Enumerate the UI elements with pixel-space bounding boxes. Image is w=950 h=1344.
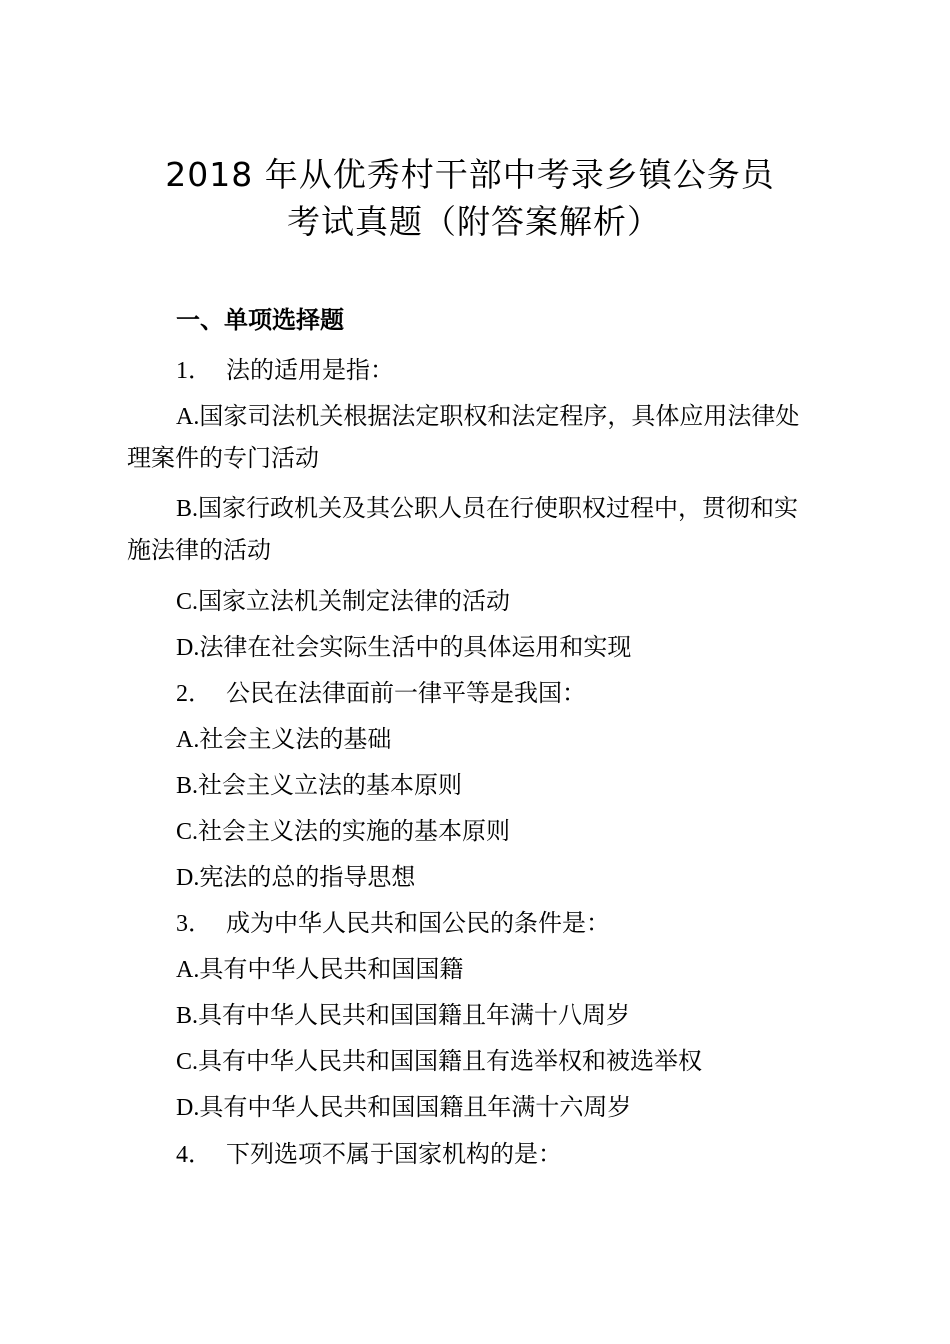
question-3-option-b <box>176 997 630 1034</box>
option-letter: A. <box>176 957 200 983</box>
option-letter: C. <box>176 589 199 615</box>
question-1-option-b-continuation: 施法律的活动 <box>127 536 271 564</box>
question-1-option-a <box>176 398 799 435</box>
question-2 <box>176 675 586 712</box>
question-3-option-c <box>176 1043 702 1080</box>
option-letter: B. <box>176 773 199 799</box>
option-text: 具有中华人民共和国国籍且年满十六周岁 <box>199 1093 632 1121</box>
option-text: 国家立法机关制定法律的活动 <box>198 587 511 615</box>
document-title-line-2: 考试真题（附答案解析） <box>287 202 661 241</box>
option-letter: D. <box>176 635 200 661</box>
question-1-option-d <box>176 629 631 666</box>
question-4 <box>176 1136 562 1173</box>
option-letter: C. <box>176 1049 199 1075</box>
option-text: 具有中华人民共和国国籍且有选举权和被选举权 <box>198 1047 703 1075</box>
option-text: 社会主义法的实施的基本原则 <box>198 817 511 845</box>
question-3-option-d <box>176 1089 631 1126</box>
option-text: 具有中华人民共和国国籍且年满十八周岁 <box>198 1001 631 1029</box>
question-2-option-a <box>176 721 391 758</box>
question-1-option-b <box>176 490 798 527</box>
question-2-option-c <box>176 813 510 850</box>
option-letter: A. <box>176 404 200 430</box>
option-letter: B. <box>176 1003 199 1029</box>
question-stem: 下列选项不属于国家机构的是： <box>226 1140 562 1168</box>
question-stem: 法的适用是指： <box>226 356 394 384</box>
question-1 <box>176 352 394 389</box>
option-text: 国家行政机关及其公职人员在行使职权过程中，贯彻和实 <box>198 494 799 522</box>
question-1-option-a-continuation: 理案件的专门活动 <box>127 444 319 472</box>
question-1-option-c <box>176 583 510 620</box>
option-text: 国家司法机关根据法定职权和法定程序，具体应用法律处 <box>199 402 800 430</box>
option-letter: B. <box>176 496 199 522</box>
option-text: 社会主义法的基础 <box>199 725 392 753</box>
option-text: 法律在社会实际生活中的具体运用和实现 <box>199 633 632 661</box>
option-text: 具有中华人民共和国国籍 <box>199 955 464 983</box>
question-number: 4． <box>176 1142 212 1168</box>
question-2-option-b <box>176 767 462 804</box>
question-number: 1． <box>176 358 212 384</box>
document-title-line-1: 2018 年从优秀村干部中考录乡镇公务员 <box>165 155 775 194</box>
option-letter: A. <box>176 727 200 753</box>
option-letter: D. <box>176 1095 200 1121</box>
question-3-option-a <box>176 951 463 988</box>
question-number: 2． <box>176 681 212 707</box>
question-2-option-d <box>176 859 415 896</box>
question-number: 3． <box>176 911 212 937</box>
section-heading: 一、单项选择题 <box>176 306 344 334</box>
option-text: 社会主义立法的基本原则 <box>198 771 463 799</box>
question-stem: 公民在法律面前一律平等是我国： <box>226 679 586 707</box>
question-3 <box>176 905 610 942</box>
option-text: 宪法的总的指导思想 <box>199 863 416 891</box>
option-letter: C. <box>176 819 199 845</box>
option-letter: D. <box>176 865 200 891</box>
question-stem: 成为中华人民共和国公民的条件是： <box>226 909 610 937</box>
